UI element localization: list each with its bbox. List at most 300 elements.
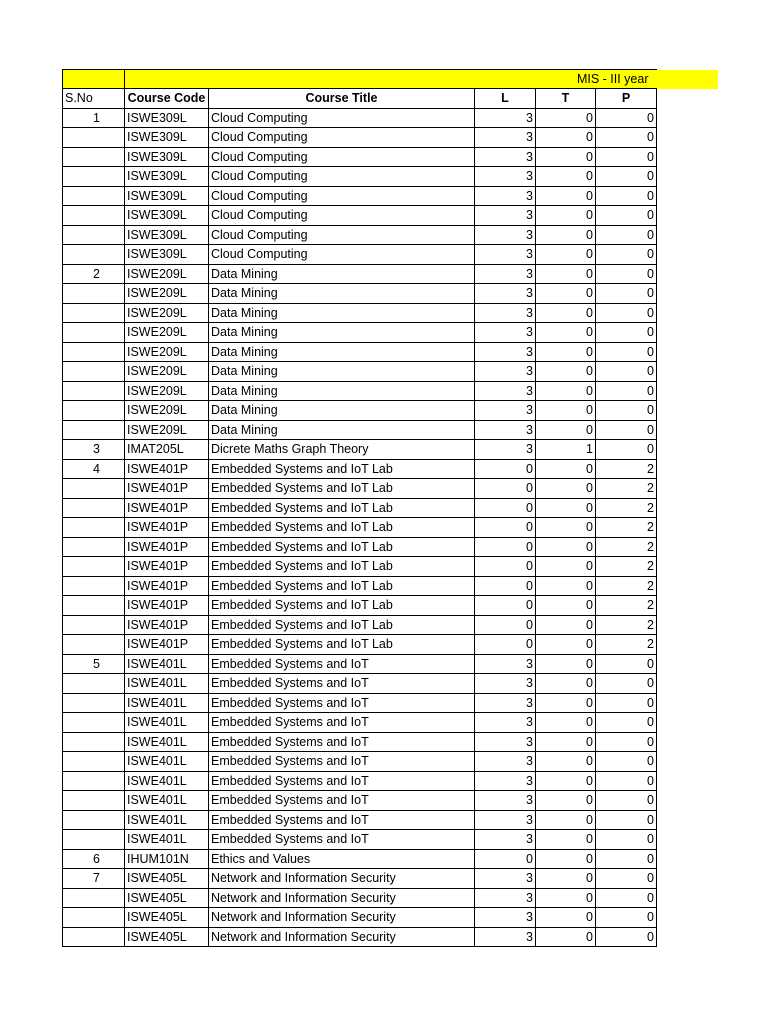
l-cell[interactable]: 3 [475, 440, 536, 460]
course-code-cell[interactable]: ISWE209L [125, 264, 209, 284]
banner-empty-cell[interactable] [63, 70, 125, 89]
table-row [63, 791, 719, 811]
t-cell[interactable]: 0 [536, 849, 596, 869]
l-cell[interactable]: 0 [475, 459, 536, 479]
sno-cell[interactable] [63, 674, 125, 694]
table-row [63, 284, 719, 304]
course-title-cell[interactable]: Data Mining [209, 381, 475, 401]
blank-cell [657, 791, 719, 811]
sno-cell[interactable] [63, 206, 125, 226]
p-cell[interactable]: 0 [596, 245, 657, 265]
sno-cell[interactable] [63, 752, 125, 772]
sno-cell[interactable] [63, 518, 125, 538]
l-cell[interactable]: 3 [475, 869, 536, 889]
sno-cell[interactable]: 3 [63, 440, 125, 460]
table-row [63, 810, 719, 830]
sno-cell[interactable]: 2 [63, 264, 125, 284]
l-cell[interactable]: 0 [475, 849, 536, 869]
l-cell[interactable]: 3 [475, 108, 536, 128]
blank-cell [657, 186, 719, 206]
course-title-cell[interactable]: Cloud Computing [209, 245, 475, 265]
l-cell[interactable]: 3 [475, 791, 536, 811]
course-title-cell[interactable]: Data Mining [209, 284, 475, 304]
course-title-cell[interactable]: Data Mining [209, 342, 475, 362]
course-code-cell[interactable]: ISWE309L [125, 108, 209, 128]
t-cell[interactable]: 0 [536, 264, 596, 284]
course-code-cell[interactable]: ISWE401P [125, 498, 209, 518]
t-cell[interactable]: 0 [536, 615, 596, 635]
blank-cell [657, 596, 719, 616]
sno-cell[interactable] [63, 362, 125, 382]
l-cell[interactable]: 0 [475, 557, 536, 577]
course-title-cell[interactable]: Embedded Systems and IoT [209, 674, 475, 694]
sno-cell[interactable]: 1 [63, 108, 125, 128]
sno-cell[interactable] [63, 303, 125, 323]
l-cell[interactable]: 0 [475, 498, 536, 518]
l-cell[interactable]: 3 [475, 654, 536, 674]
t-cell[interactable]: 0 [536, 401, 596, 421]
table-row [63, 596, 719, 616]
p-cell[interactable]: 0 [596, 342, 657, 362]
sno-cell[interactable] [63, 147, 125, 167]
course-title-cell[interactable]: Embedded Systems and IoT Lab [209, 518, 475, 538]
t-cell[interactable]: 0 [536, 693, 596, 713]
course-code-cell[interactable]: ISWE401L [125, 771, 209, 791]
l-cell[interactable]: 3 [475, 927, 536, 947]
table-row [63, 635, 719, 655]
table-row [63, 537, 719, 557]
p-cell[interactable]: 0 [596, 791, 657, 811]
p-cell[interactable]: 0 [596, 323, 657, 343]
sno-cell[interactable] [63, 771, 125, 791]
p-cell[interactable]: 0 [596, 713, 657, 733]
t-cell[interactable]: 0 [536, 635, 596, 655]
l-cell[interactable]: 3 [475, 167, 536, 187]
l-cell[interactable]: 3 [475, 401, 536, 421]
course-title-cell[interactable]: Embedded Systems and IoT Lab [209, 596, 475, 616]
course-code-cell[interactable]: ISWE209L [125, 401, 209, 421]
p-cell[interactable]: 0 [596, 186, 657, 206]
course-code-cell[interactable]: ISWE209L [125, 284, 209, 304]
course-code-cell[interactable]: ISWE401L [125, 654, 209, 674]
t-cell[interactable]: 0 [536, 479, 596, 499]
course-code-cell[interactable]: ISWE401P [125, 518, 209, 538]
course-code-cell[interactable]: ISWE401L [125, 810, 209, 830]
l-cell[interactable]: 0 [475, 576, 536, 596]
sno-cell[interactable] [63, 479, 125, 499]
course-code-cell[interactable]: ISWE401P [125, 635, 209, 655]
p-cell[interactable]: 0 [596, 849, 657, 869]
course-code-cell[interactable]: ISWE209L [125, 342, 209, 362]
p-cell[interactable]: 2 [596, 635, 657, 655]
course-code-cell[interactable]: ISWE309L [125, 225, 209, 245]
sno-cell[interactable] [63, 830, 125, 850]
table-row [63, 498, 719, 518]
l-cell[interactable]: 3 [475, 771, 536, 791]
sno-cell[interactable] [63, 537, 125, 557]
l-cell[interactable]: 3 [475, 303, 536, 323]
column-header-row [63, 89, 719, 109]
header-course-code[interactable]: Course Code [125, 89, 209, 109]
l-cell[interactable]: 3 [475, 420, 536, 440]
course-title-cell[interactable]: Data Mining [209, 264, 475, 284]
sno-cell[interactable] [63, 186, 125, 206]
program-banner[interactable]: MIS - III year [125, 70, 657, 89]
t-cell[interactable]: 0 [536, 908, 596, 928]
blank-cell [657, 888, 719, 908]
sno-cell[interactable] [63, 342, 125, 362]
sno-cell[interactable] [63, 167, 125, 187]
blank-cell [657, 654, 719, 674]
t-cell[interactable]: 0 [536, 498, 596, 518]
t-cell[interactable]: 0 [536, 128, 596, 148]
course-title-cell[interactable]: Data Mining [209, 362, 475, 382]
course-title-cell[interactable]: Network and Information Security [209, 908, 475, 928]
course-title-cell[interactable]: Embedded Systems and IoT [209, 732, 475, 752]
p-cell[interactable]: 0 [596, 654, 657, 674]
t-cell[interactable]: 0 [536, 557, 596, 577]
p-cell[interactable]: 0 [596, 810, 657, 830]
sno-cell[interactable] [63, 732, 125, 752]
course-title-cell[interactable]: Data Mining [209, 401, 475, 421]
l-cell[interactable]: 3 [475, 128, 536, 148]
course-code-cell[interactable]: IMAT205L [125, 440, 209, 460]
l-cell[interactable]: 3 [475, 693, 536, 713]
sno-cell[interactable] [63, 713, 125, 733]
course-code-cell[interactable]: ISWE209L [125, 362, 209, 382]
t-cell[interactable]: 0 [536, 186, 596, 206]
sno-cell[interactable] [63, 381, 125, 401]
table-row [63, 108, 719, 128]
course-code-cell[interactable]: ISWE309L [125, 245, 209, 265]
course-title-cell[interactable]: Cloud Computing [209, 108, 475, 128]
course-title-cell[interactable]: Network and Information Security [209, 888, 475, 908]
p-cell[interactable]: 2 [596, 479, 657, 499]
table-row [63, 674, 719, 694]
table-row [63, 557, 719, 577]
l-cell[interactable]: 3 [475, 810, 536, 830]
course-title-cell[interactable]: Embedded Systems and IoT [209, 810, 475, 830]
course-code-cell[interactable]: ISWE401L [125, 830, 209, 850]
blank-cell [657, 401, 719, 421]
p-cell[interactable]: 0 [596, 167, 657, 187]
l-cell[interactable]: 0 [475, 479, 536, 499]
course-code-cell[interactable]: ISWE309L [125, 147, 209, 167]
course-title-cell[interactable]: Embedded Systems and IoT [209, 693, 475, 713]
t-cell[interactable]: 0 [536, 420, 596, 440]
course-title-cell[interactable]: Embedded Systems and IoT [209, 791, 475, 811]
course-title-cell[interactable]: Embedded Systems and IoT Lab [209, 635, 475, 655]
table-row [63, 420, 719, 440]
p-cell[interactable]: 0 [596, 830, 657, 850]
p-cell[interactable]: 0 [596, 927, 657, 947]
course-title-cell[interactable]: Embedded Systems and IoT Lab [209, 498, 475, 518]
p-cell[interactable]: 0 [596, 362, 657, 382]
sno-cell[interactable] [63, 498, 125, 518]
table-row [63, 323, 719, 343]
course-title-cell[interactable]: Embedded Systems and IoT Lab [209, 576, 475, 596]
course-title-cell[interactable]: Embedded Systems and IoT Lab [209, 479, 475, 499]
course-code-cell[interactable]: ISWE209L [125, 381, 209, 401]
sno-cell[interactable] [63, 810, 125, 830]
l-cell[interactable]: 3 [475, 225, 536, 245]
l-cell[interactable]: 0 [475, 635, 536, 655]
course-code-cell[interactable]: ISWE405L [125, 908, 209, 928]
blank-cell [657, 284, 719, 304]
l-cell[interactable]: 3 [475, 186, 536, 206]
course-title-cell[interactable]: Ethics and Values [209, 849, 475, 869]
course-title-cell[interactable]: Embedded Systems and IoT [209, 654, 475, 674]
t-cell[interactable]: 0 [536, 732, 596, 752]
course-title-cell[interactable]: Data Mining [209, 303, 475, 323]
p-cell[interactable]: 2 [596, 615, 657, 635]
p-cell[interactable]: 0 [596, 440, 657, 460]
t-cell[interactable]: 0 [536, 381, 596, 401]
p-cell[interactable]: 0 [596, 303, 657, 323]
course-code-cell[interactable]: ISWE401P [125, 479, 209, 499]
l-cell[interactable]: 3 [475, 752, 536, 772]
sno-cell[interactable] [63, 225, 125, 245]
course-title-cell[interactable]: Cloud Computing [209, 128, 475, 148]
course-code-cell[interactable]: ISWE309L [125, 186, 209, 206]
t-cell[interactable]: 0 [536, 576, 596, 596]
blank-cell [657, 420, 719, 440]
l-cell[interactable]: 3 [475, 342, 536, 362]
course-code-cell[interactable]: ISWE401L [125, 674, 209, 694]
p-cell[interactable]: 0 [596, 401, 657, 421]
l-cell[interactable]: 3 [475, 147, 536, 167]
table-row [63, 459, 719, 479]
l-cell[interactable]: 3 [475, 732, 536, 752]
sno-cell[interactable] [63, 401, 125, 421]
l-cell[interactable]: 3 [475, 830, 536, 850]
blank-cell [657, 771, 719, 791]
sno-cell[interactable] [63, 791, 125, 811]
t-cell[interactable]: 0 [536, 888, 596, 908]
l-cell[interactable]: 3 [475, 206, 536, 226]
course-title-cell[interactable]: Embedded Systems and IoT Lab [209, 615, 475, 635]
course-title-cell[interactable]: Cloud Computing [209, 225, 475, 245]
t-cell[interactable]: 0 [536, 206, 596, 226]
t-cell[interactable]: 0 [536, 869, 596, 889]
course-code-cell[interactable]: ISWE401P [125, 615, 209, 635]
t-cell[interactable]: 0 [536, 147, 596, 167]
p-cell[interactable]: 0 [596, 264, 657, 284]
t-cell[interactable]: 0 [536, 596, 596, 616]
t-cell[interactable]: 0 [536, 654, 596, 674]
p-cell[interactable]: 2 [596, 576, 657, 596]
course-code-cell[interactable]: ISWE401P [125, 459, 209, 479]
sno-cell[interactable] [63, 635, 125, 655]
course-title-cell[interactable]: Embedded Systems and IoT [209, 713, 475, 733]
t-cell[interactable]: 0 [536, 245, 596, 265]
header-l[interactable]: L [475, 89, 536, 109]
p-cell[interactable]: 0 [596, 771, 657, 791]
p-cell[interactable]: 2 [596, 596, 657, 616]
t-cell[interactable]: 1 [536, 440, 596, 460]
course-code-cell[interactable]: ISWE401L [125, 752, 209, 772]
l-cell[interactable]: 0 [475, 537, 536, 557]
t-cell[interactable]: 0 [536, 362, 596, 382]
t-cell[interactable]: 0 [536, 752, 596, 772]
l-cell[interactable]: 3 [475, 323, 536, 343]
sno-cell[interactable]: 7 [63, 869, 125, 889]
course-title-cell[interactable]: Data Mining [209, 420, 475, 440]
p-cell[interactable]: 0 [596, 674, 657, 694]
sno-cell[interactable] [63, 693, 125, 713]
header-p[interactable]: P [596, 89, 657, 109]
p-cell[interactable]: 0 [596, 128, 657, 148]
course-title-cell[interactable]: Cloud Computing [209, 186, 475, 206]
p-cell[interactable]: 0 [596, 420, 657, 440]
course-code-cell[interactable]: ISWE401P [125, 557, 209, 577]
course-code-cell[interactable]: ISWE401P [125, 537, 209, 557]
header-t[interactable]: T [536, 89, 596, 109]
blank-cell [657, 537, 719, 557]
t-cell[interactable]: 0 [536, 927, 596, 947]
sno-cell[interactable]: 6 [63, 849, 125, 869]
course-code-cell[interactable]: ISWE309L [125, 128, 209, 148]
sno-cell[interactable] [63, 908, 125, 928]
course-title-cell[interactable]: Embedded Systems and IoT [209, 830, 475, 850]
sno-cell[interactable] [63, 557, 125, 577]
t-cell[interactable]: 0 [536, 518, 596, 538]
l-cell[interactable]: 3 [475, 908, 536, 928]
table-row [63, 713, 719, 733]
course-code-cell[interactable]: ISWE401L [125, 693, 209, 713]
l-cell[interactable]: 3 [475, 888, 536, 908]
course-title-cell[interactable]: Embedded Systems and IoT Lab [209, 557, 475, 577]
l-cell[interactable]: 3 [475, 674, 536, 694]
l-cell[interactable]: 3 [475, 713, 536, 733]
p-cell[interactable]: 2 [596, 537, 657, 557]
course-title-cell[interactable]: Cloud Computing [209, 167, 475, 187]
sno-cell[interactable] [63, 576, 125, 596]
l-cell[interactable]: 3 [475, 264, 536, 284]
table-row [63, 147, 719, 167]
p-cell[interactable]: 2 [596, 518, 657, 538]
blank-cell [657, 557, 719, 577]
sno-cell[interactable]: 4 [63, 459, 125, 479]
course-title-cell[interactable]: Cloud Computing [209, 147, 475, 167]
course-code-cell[interactable]: ISWE401L [125, 732, 209, 752]
course-code-cell[interactable]: ISWE309L [125, 206, 209, 226]
course-code-cell[interactable]: ISWE309L [125, 167, 209, 187]
sno-cell[interactable] [63, 927, 125, 947]
sno-cell[interactable] [63, 420, 125, 440]
p-cell[interactable]: 2 [596, 498, 657, 518]
t-cell[interactable]: 0 [536, 674, 596, 694]
t-cell[interactable]: 0 [536, 323, 596, 343]
l-cell[interactable]: 3 [475, 284, 536, 304]
t-cell[interactable]: 0 [536, 537, 596, 557]
course-title-cell[interactable]: Network and Information Security [209, 869, 475, 889]
blank-cell [657, 479, 719, 499]
sno-cell[interactable] [63, 128, 125, 148]
course-code-cell[interactable]: ISWE401P [125, 596, 209, 616]
l-cell[interactable]: 3 [475, 362, 536, 382]
p-cell[interactable]: 0 [596, 381, 657, 401]
p-cell[interactable]: 0 [596, 752, 657, 772]
blank-cell [657, 869, 719, 889]
course-title-cell[interactable]: Embedded Systems and IoT Lab [209, 459, 475, 479]
p-cell[interactable]: 2 [596, 557, 657, 577]
course-title-cell[interactable]: Embedded Systems and IoT [209, 752, 475, 772]
course-title-cell[interactable]: Cloud Computing [209, 206, 475, 226]
course-code-cell[interactable]: ISWE209L [125, 303, 209, 323]
t-cell[interactable]: 0 [536, 830, 596, 850]
table-row [63, 849, 719, 869]
course-code-cell[interactable]: ISWE401L [125, 713, 209, 733]
sno-cell[interactable] [63, 888, 125, 908]
t-cell[interactable]: 0 [536, 810, 596, 830]
course-title-cell[interactable]: Embedded Systems and IoT [209, 771, 475, 791]
t-cell[interactable]: 0 [536, 167, 596, 187]
sno-cell[interactable] [63, 284, 125, 304]
l-cell[interactable]: 0 [475, 615, 536, 635]
header-course-title[interactable]: Course Title [209, 89, 475, 109]
t-cell[interactable]: 0 [536, 771, 596, 791]
sno-cell[interactable] [63, 323, 125, 343]
t-cell[interactable]: 0 [536, 284, 596, 304]
course-code-cell[interactable]: ISWE405L [125, 927, 209, 947]
p-cell[interactable]: 0 [596, 225, 657, 245]
table-row [63, 576, 719, 596]
course-code-cell[interactable]: ISWE405L [125, 888, 209, 908]
l-cell[interactable]: 3 [475, 381, 536, 401]
course-code-cell[interactable]: ISWE401L [125, 791, 209, 811]
l-cell[interactable]: 0 [475, 596, 536, 616]
p-cell[interactable]: 0 [596, 693, 657, 713]
course-title-cell[interactable]: Data Mining [209, 323, 475, 343]
p-cell[interactable]: 0 [596, 732, 657, 752]
p-cell[interactable]: 0 [596, 147, 657, 167]
p-cell[interactable]: 0 [596, 108, 657, 128]
sno-cell[interactable]: 5 [63, 654, 125, 674]
p-cell[interactable]: 0 [596, 908, 657, 928]
p-cell[interactable]: 0 [596, 206, 657, 226]
t-cell[interactable]: 0 [536, 108, 596, 128]
sno-cell[interactable] [63, 615, 125, 635]
header-sno[interactable]: S.No [63, 89, 125, 109]
course-title-cell[interactable]: Embedded Systems and IoT Lab [209, 537, 475, 557]
l-cell[interactable]: 3 [475, 245, 536, 265]
blank-cell [657, 245, 719, 265]
t-cell[interactable]: 0 [536, 342, 596, 362]
course-title-cell[interactable]: Network and Information Security [209, 927, 475, 947]
course-code-cell[interactable]: ISWE209L [125, 420, 209, 440]
t-cell[interactable]: 0 [536, 713, 596, 733]
course-code-cell[interactable]: ISWE405L [125, 869, 209, 889]
t-cell[interactable]: 0 [536, 791, 596, 811]
blank-cell [657, 693, 719, 713]
course-title-cell[interactable]: Dicrete Maths Graph Theory [209, 440, 475, 460]
t-cell[interactable]: 0 [536, 459, 596, 479]
p-cell[interactable]: 0 [596, 888, 657, 908]
sno-cell[interactable] [63, 245, 125, 265]
p-cell[interactable]: 0 [596, 284, 657, 304]
p-cell[interactable]: 2 [596, 459, 657, 479]
t-cell[interactable]: 0 [536, 225, 596, 245]
course-code-cell[interactable]: ISWE209L [125, 323, 209, 343]
sno-cell[interactable] [63, 596, 125, 616]
course-code-cell[interactable]: ISWE401P [125, 576, 209, 596]
blank-cell [657, 225, 719, 245]
t-cell[interactable]: 0 [536, 303, 596, 323]
p-cell[interactable]: 0 [596, 869, 657, 889]
l-cell[interactable]: 0 [475, 518, 536, 538]
course-code-cell[interactable]: IHUM101N [125, 849, 209, 869]
